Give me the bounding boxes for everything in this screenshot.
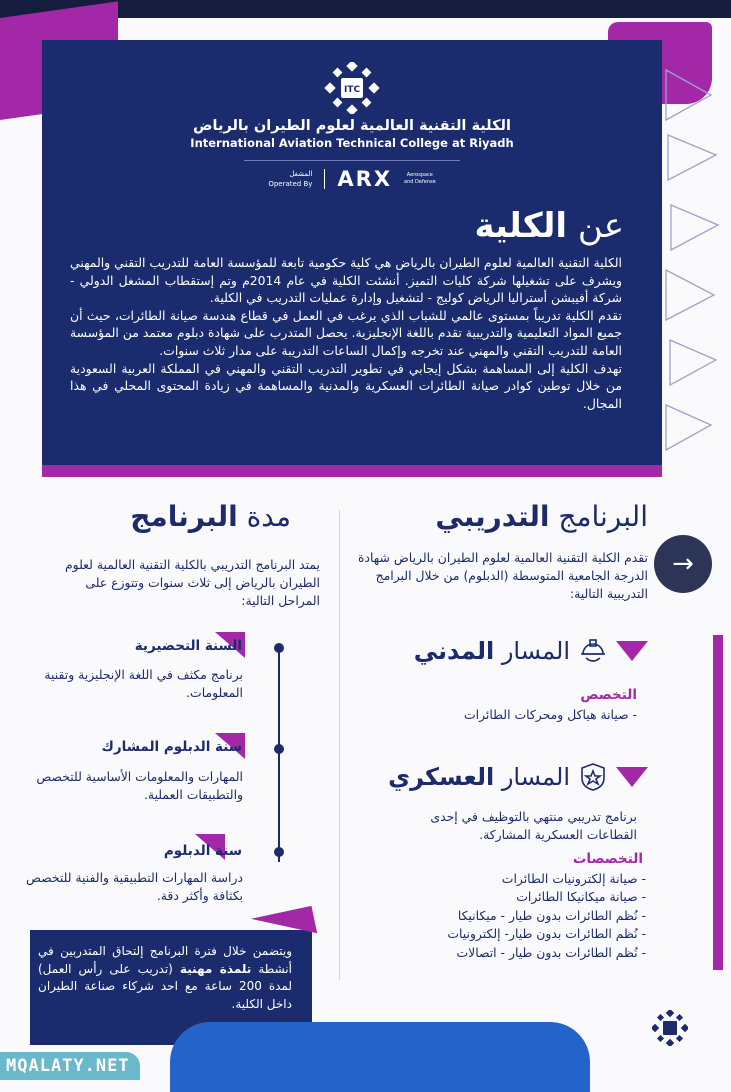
stage-title: السنة التحضيرية [134, 638, 242, 654]
purple-side-bar [713, 635, 723, 970]
arx-tagline [404, 172, 436, 186]
timeline-dot [274, 643, 284, 653]
about-title-light: عن [577, 206, 624, 246]
civil-track-bold: المدني [413, 637, 495, 665]
civil-spec-list [464, 706, 637, 724]
decor-triangles-right [656, 40, 731, 460]
purple-triangle-marker [616, 641, 648, 661]
program-intro: تقدم الكلية التقنية العالمية لعلوم الطيران بالرياض شهادة الدرجة الجامعية المتوسطة (الدبلوم) من خلال البرامج التدريبية التالية: [358, 550, 648, 601]
list-item: - صيانة هياكل ومحركات الطائرات [463, 707, 637, 722]
military-spec-heading: التخصصات [572, 851, 643, 867]
civil-spec-heading: التخصص [580, 687, 637, 703]
military-track-light: المسار [501, 763, 570, 791]
military-intro: برنامج تدريبي منتهي بالتوظيف في إحدى القطاعات العسكرية المشاركة. [430, 809, 637, 843]
military-spec-list [447, 870, 646, 962]
apprenticeship-note [38, 943, 292, 1013]
stage-body: المهارات والمعلومات الأساسية للتخصص والتطبيقات العملية. [36, 769, 243, 802]
program-title [435, 500, 648, 533]
svg-text:ITC: ITC [343, 85, 361, 95]
timeline-line [278, 648, 280, 862]
about-paragraph: تقدم الكلية تدريباً بمستوى عالمي للشباب الذي يرغب في العمل في قطاع هندسة صيانة الطائرات، حيث أن جميع المواد التعليمية والتدريبية تقدم باللغة الإنجليزية. يحصل المتدرب على شهادة دبلوم معتمد من المؤسسة العامة للتدريب التقني والمهني عند تخرجه وإكمال الساعات التدريبة على مدار ثلاث سنوات. [70, 307, 622, 358]
note-before: ويتضمن خلال فترة البرنامج إلتحاق المتدربين في أنشطة [38, 944, 292, 976]
duration-intro: يمتد البرنامج التدريبي بالكلية التقنية العالمية لعلوم الطيران بالرياض إلى ثلاث سنوات وتتوزع على المراحل التالية: [65, 557, 320, 608]
program-title-light: البرنامج [558, 500, 648, 533]
timeline-dot [274, 744, 284, 754]
panel-stripe [42, 465, 662, 477]
list-item: - صيانة ميكانيكا الطائرات [516, 889, 646, 905]
stage-title: سنة الدبلوم المشارك [101, 739, 242, 755]
operator-divider [324, 169, 325, 189]
list-item: - نُظم الطائرات بدون طيار- إلكترونيات [447, 926, 646, 942]
college-name-arabic: الكلية التقنية العالمية لعلوم الطيران بالرياض [193, 118, 511, 134]
next-arrow-button[interactable] [654, 535, 712, 593]
program-title-bold: التدريبي [435, 500, 550, 533]
civil-track-heading [414, 636, 648, 666]
military-track-bold: العسكري [388, 763, 495, 791]
operated-by-english: Operated By [268, 180, 313, 188]
about-title-bold: الكلية [474, 206, 568, 246]
note-after: (تدريب على رأس العمل) لمدة 200 ساعة مع احد شركاء صناعة الطيران داخل الكلية. [38, 961, 293, 1011]
stage-body: دراسة المهارات التطبيقية والفنية للتخصص بكثافة وأكثر دقة. [25, 870, 243, 903]
operated-by [268, 169, 312, 189]
list-item: - نُظم الطائرات بدون طيار - ميكانيكا [457, 907, 646, 923]
civil-track-light: المسار [501, 637, 570, 665]
list-item: - نُظم الطائرات بدون طيار - اتصالات [456, 944, 646, 960]
about-panel [42, 40, 662, 465]
site-watermark: MQALATY.NET [0, 1052, 140, 1080]
arx-logo: ARX [337, 167, 393, 191]
list-item: - صيانة إلكترونيات الطائرات [501, 871, 646, 886]
military-badge-icon [578, 762, 608, 792]
note-highlight: تلمذة مهنية [179, 961, 252, 976]
arx-tagline-line-1: Aerospace [406, 172, 433, 178]
college-header [42, 62, 662, 191]
arx-tagline-line-2: and Defense [404, 179, 436, 185]
decor-blue-blob [170, 1022, 590, 1092]
stage-body: برنامج مكثف في اللغة الإنجليزية وتقنية المعلومات. [44, 667, 243, 700]
about-body [70, 254, 622, 412]
stage-title: سنة الدبلوم [163, 843, 242, 859]
about-paragraph: تهدف الكلية إلى المساهمة بشكل إيجابي في تطوير التدريب التقني والمهني في المملكة العربية السعودية من خلال توطين كوادر صيانة الطائرات العسكرية والمدنية والمساهمة في زيادة المحتوى المحلي في هذا المجال. [70, 360, 622, 411]
military-track-name [388, 763, 570, 791]
duration-title [130, 500, 291, 533]
military-track-heading [388, 762, 648, 792]
civil-track-name [414, 637, 570, 665]
operator-row [42, 167, 662, 191]
purple-triangle-marker [616, 767, 648, 787]
timeline-dot [274, 847, 284, 857]
about-paragraph: الكلية التقنية العالمية لعلوم الطيران بالرياض هي كلية حكومية تابعة للمؤسسة العامة للتدريب التقني والمهني ويشرف على تشغيلها شركة كليات التميز. أنشئت الكلية في عام 2014م وتم إستقطاب المشغل الدولي - شركة أفيبشن أستراليا الرياض كوليج - لتشغيل وإدارة عمليات التدريب في الكلية. [70, 255, 622, 306]
helmet-icon [578, 636, 608, 666]
column-divider [339, 510, 340, 980]
itc-logo-icon [324, 62, 380, 114]
operated-by-arabic: المشغل [289, 170, 313, 178]
college-name-english: International Aviation Technical College at Riyadh [190, 136, 514, 150]
duration-title-bold: البرنامج [130, 500, 238, 533]
arrow-right-icon: → [672, 549, 694, 579]
duration-title-light: مدة [246, 500, 291, 533]
about-title [474, 206, 624, 246]
itc-small-logo-icon [652, 1010, 688, 1046]
header-separator [244, 160, 460, 161]
